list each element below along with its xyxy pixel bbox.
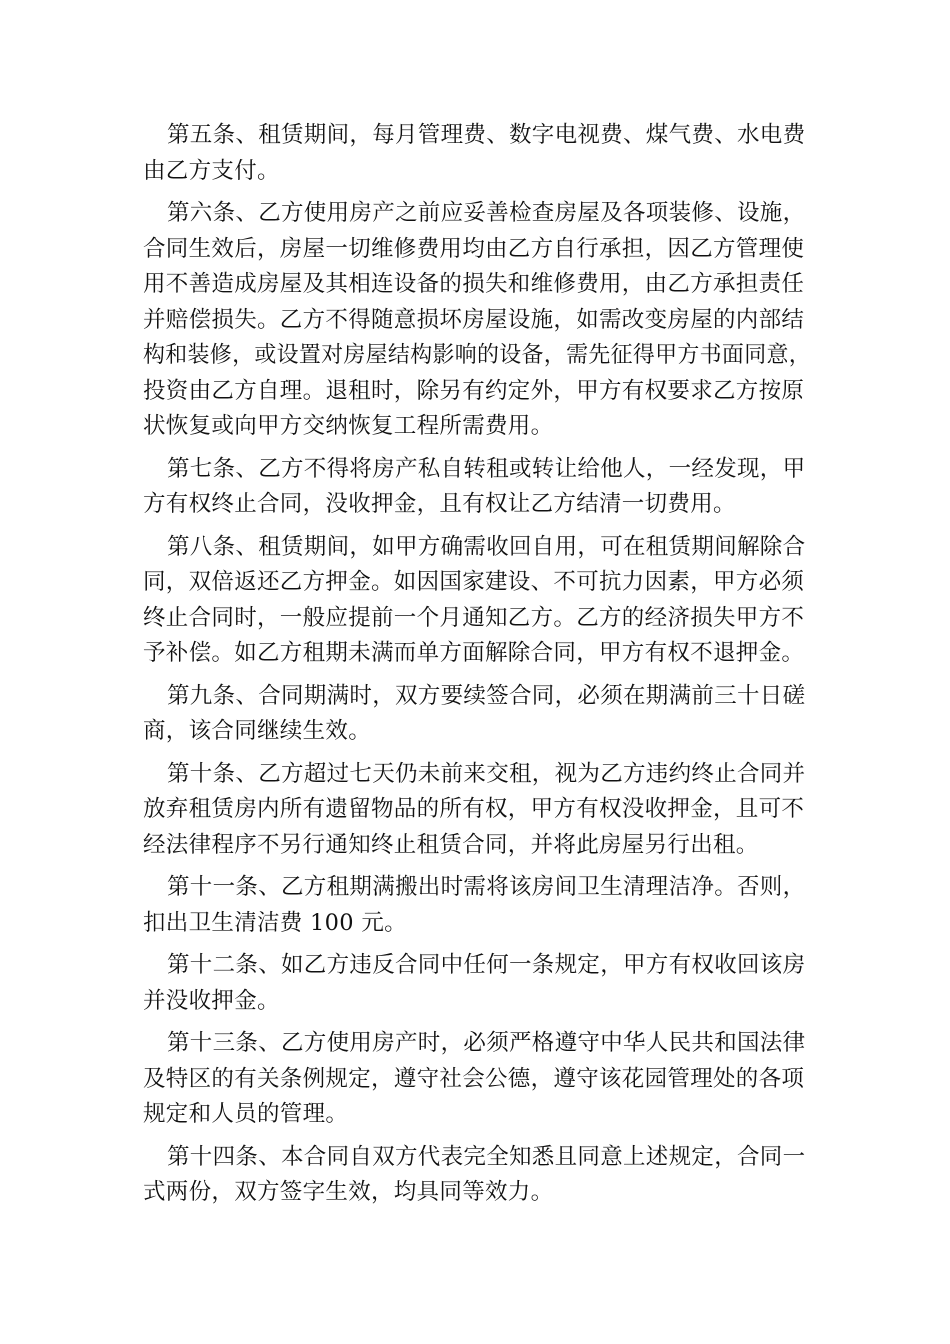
contract-article-6 <box>143 196 811 445</box>
contract-article-7 <box>143 452 811 523</box>
contract-article-11 <box>143 870 811 941</box>
paragraph-line: 合同生效后，房屋一切维修费用均由乙方自行承担，因乙方管理使 <box>143 235 805 262</box>
paragraph-line: 第十三条、乙方使用房产时，必须严格遵守中华人民共和国法律 <box>167 1030 806 1056</box>
paragraph-line: 用不善造成房屋及其相连设备的损失和维修费用，由乙方承担责任 <box>143 271 805 297</box>
contract-article-10 <box>143 757 811 864</box>
contract-article-5 <box>143 118 811 189</box>
paragraph-line: 方有权终止合同，没收押金，且有权让乙方结清一切费用。 <box>143 491 736 517</box>
contract-article-13 <box>143 1026 811 1133</box>
paragraph-line: 第十条、乙方超过七天仍未前来交租，视为乙方违约终止合同并 <box>167 760 806 787</box>
paragraph-line: 第九条、合同期满时，双方要续签合同，必须在期满前三十日磋 <box>167 682 806 709</box>
paragraph-line: 第八条、租赁期间，如甲方确需收回自用，可在租赁期间解除合 <box>167 533 806 560</box>
paragraph-line: 规定和人员的管理。 <box>143 1101 349 1127</box>
paragraph-line: 投资由乙方自理。退租时，除另有约定外，甲方有权要求乙方按原 <box>143 377 805 404</box>
paragraph-line: 同，双倍返还乙方押金。如因国家建设、不可抗力因素，甲方必须 <box>143 569 805 595</box>
contract-article-9 <box>143 679 811 750</box>
contract-article-14 <box>143 1140 811 1211</box>
paragraph-line: 式两份，双方签字生效，均具同等效力。 <box>143 1179 554 1205</box>
paragraph-line: 第十四条、本合同自双方代表完全知悉且同意上述规定，合同一 <box>167 1143 806 1170</box>
contract-article-12 <box>143 948 811 1019</box>
paragraph-line: 状恢复或向甲方交纳恢复工程所需费用。 <box>143 413 554 439</box>
paragraph-line: 终止合同时，一般应提前一个月通知乙方。乙方的经济损失甲方不 <box>143 604 805 631</box>
paragraph-line: 扣出卫生清洁费 100 元。 <box>143 909 407 936</box>
paragraph-line: 经法律程序不另行通知终止租赁合同，并将此房屋另行出租。 <box>143 831 759 858</box>
paragraph-line: 及特区的有关条例规定，遵守社会公德，遵守该花园管理处的各项 <box>143 1065 805 1092</box>
paragraph-line: 第五条、租赁期间，每月管理费、数字电视费、煤气费、水电费 <box>167 122 806 148</box>
paragraph-line: 构和装修，或设置对房屋结构影响的设备，需先征得甲方书面同意， <box>143 342 812 368</box>
contract-body <box>143 118 811 1218</box>
paragraph-line: 并没收押金。 <box>143 987 280 1014</box>
paragraph-line: 第六条、乙方使用房产之前应妥善检查房屋及各项装修、设施， <box>167 200 806 226</box>
paragraph-line: 由乙方支付。 <box>143 157 280 184</box>
paragraph-line: 第十二条、如乙方违反合同中任何一条规定，甲方有权收回该房 <box>167 952 806 978</box>
contract-article-8 <box>143 530 811 672</box>
paragraph-line: 第十一条、乙方租期满搬出时需将该房间卫生清理洁净。否则， <box>167 874 806 900</box>
paragraph-line: 予补偿。如乙方租期未满而单方面解除合同，甲方有权不退押金。 <box>143 640 805 666</box>
paragraph-line: 并赔偿损失。乙方不得随意损坏房屋设施，如需改变房屋的内部结 <box>143 306 805 333</box>
paragraph-line: 放弃租赁房内所有遗留物品的所有权，甲方有权没收押金，且可不 <box>143 796 805 822</box>
paragraph-line: 商，该合同继续生效。 <box>143 718 372 744</box>
paragraph-line: 第七条、乙方不得将房产私自转租或转让给他人，一经发现，甲 <box>167 455 806 482</box>
